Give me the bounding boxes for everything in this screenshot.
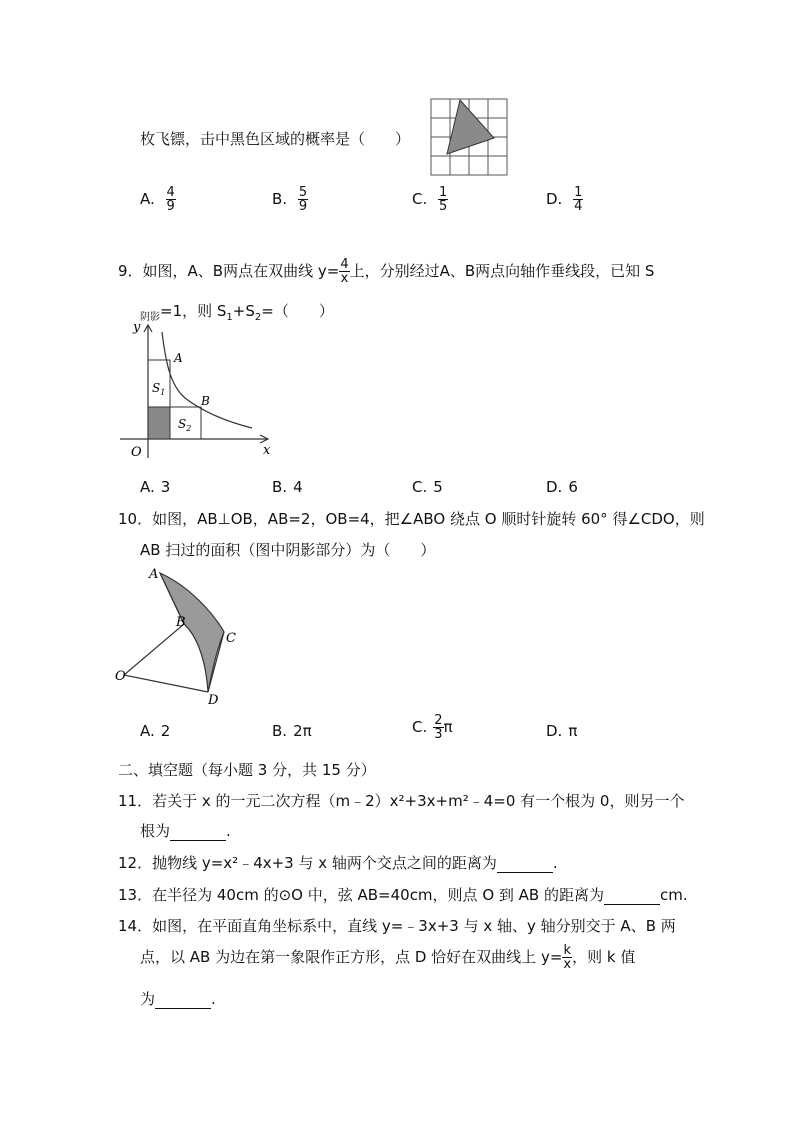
q10-label-c: C xyxy=(226,631,236,646)
q10-option-a: A. 2 xyxy=(140,722,171,740)
q10-label-o: O xyxy=(115,669,126,684)
section-title-fill-in: 二、填空题（每小题 3 分，共 15 分） xyxy=(118,761,376,779)
q14-line1: 14．如图，在平面直角坐标系中，直线 y=﹣3x+3 与 x 轴、y 轴分别交于 A、B 两 xyxy=(118,917,676,935)
q8-shaded-triangle xyxy=(447,100,494,154)
q9-label-a: A xyxy=(174,351,183,365)
q9-label-x: x xyxy=(263,443,271,458)
q10-label-a: A xyxy=(149,567,159,582)
q9-option-b: B. 4 xyxy=(272,478,303,496)
q9-hyperbola-curve xyxy=(162,332,252,428)
q10-option-c: C. $\frac{2}{3}$ π xyxy=(412,713,453,742)
q12-answer-blank[interactable] xyxy=(497,854,553,873)
q11-answer-blank[interactable] xyxy=(170,822,226,841)
q9-label-s2: $S_2$ xyxy=(178,417,192,433)
q10-label-b: B xyxy=(176,615,186,630)
q9-hyperbola-figure xyxy=(115,320,275,460)
q11-line1: 11．若关于 x 的一元二次方程（m﹣2）x²+3x+m²﹣4=0 有一个根为 0，则另一个 xyxy=(118,792,685,810)
q10-line1: 10．如图，AB⊥OB，AB=2，OB=4，把∠ABO 绕点 O 顺时针旋转 60° 得∠CDO，则 xyxy=(118,510,705,528)
q9-label-o: O xyxy=(131,445,142,460)
q9-option-a: A. 3 xyxy=(140,478,171,496)
q8-option-a: A. $\frac{4}{9}$ xyxy=(140,185,175,214)
q10-option-d: D. π xyxy=(546,722,578,740)
q14-line2: 点，以 AB 为边在第一象限作正方形，点 D 恰好在双曲线上 y= $\frac{k}{x}$ ，则 k 值 xyxy=(140,943,636,972)
q14-line3: 为 . xyxy=(140,990,216,1008)
q10-rotation-figure xyxy=(112,562,252,707)
q8-grid-figure xyxy=(430,98,510,176)
q10-segment-od xyxy=(124,675,208,692)
q10-line2: AB 扫过的面积（图中阴影部分）为（ ） xyxy=(140,541,436,559)
q10-label-d: D xyxy=(208,693,219,707)
q9-line1: 9．如图，A、B两点在双曲线 y= $\frac{4}{x}$ 上，分别经过A、B两点向轴作垂线段，已知 S xyxy=(118,257,655,286)
q10-shaded-region xyxy=(160,573,224,692)
q9-label-b: B xyxy=(201,394,210,408)
q8-text: 枚飞镖，击中黑色区域的概率是（ ） xyxy=(140,130,411,148)
q13-line: 13．在半径为 40cm 的⊙O 中，弦 AB=40cm，则点 O 到 AB 的距离为 cm. xyxy=(118,886,688,904)
q14-answer-blank[interactable] xyxy=(155,990,211,1009)
q10-option-b: B. 2π xyxy=(272,722,312,740)
q8-option-d: D. $\frac{1}{4}$ xyxy=(546,185,583,214)
q8-option-b: B. $\frac{5}{9}$ xyxy=(272,185,308,214)
q9-label-s1: $S_1$ xyxy=(152,381,166,397)
q13-answer-blank[interactable] xyxy=(604,886,660,905)
q8-option-c: C. $\frac{1}{5}$ xyxy=(412,185,448,214)
q10-segment-ob xyxy=(124,624,184,675)
q9-label-y: y xyxy=(133,320,141,335)
q9-line2: $_{阴影}$=1，则 $S_1+S_2=$（ ） xyxy=(140,302,334,323)
q9-shaded-region xyxy=(148,407,170,439)
q9-option-d: D. 6 xyxy=(546,478,578,496)
q12-line: 12．抛物线 y=x²﹣4x+3 与 x 轴两个交点之间的距离为 . xyxy=(118,854,558,872)
q11-line2: 根为 . xyxy=(140,822,231,840)
q9-option-c: C. 5 xyxy=(412,478,443,496)
